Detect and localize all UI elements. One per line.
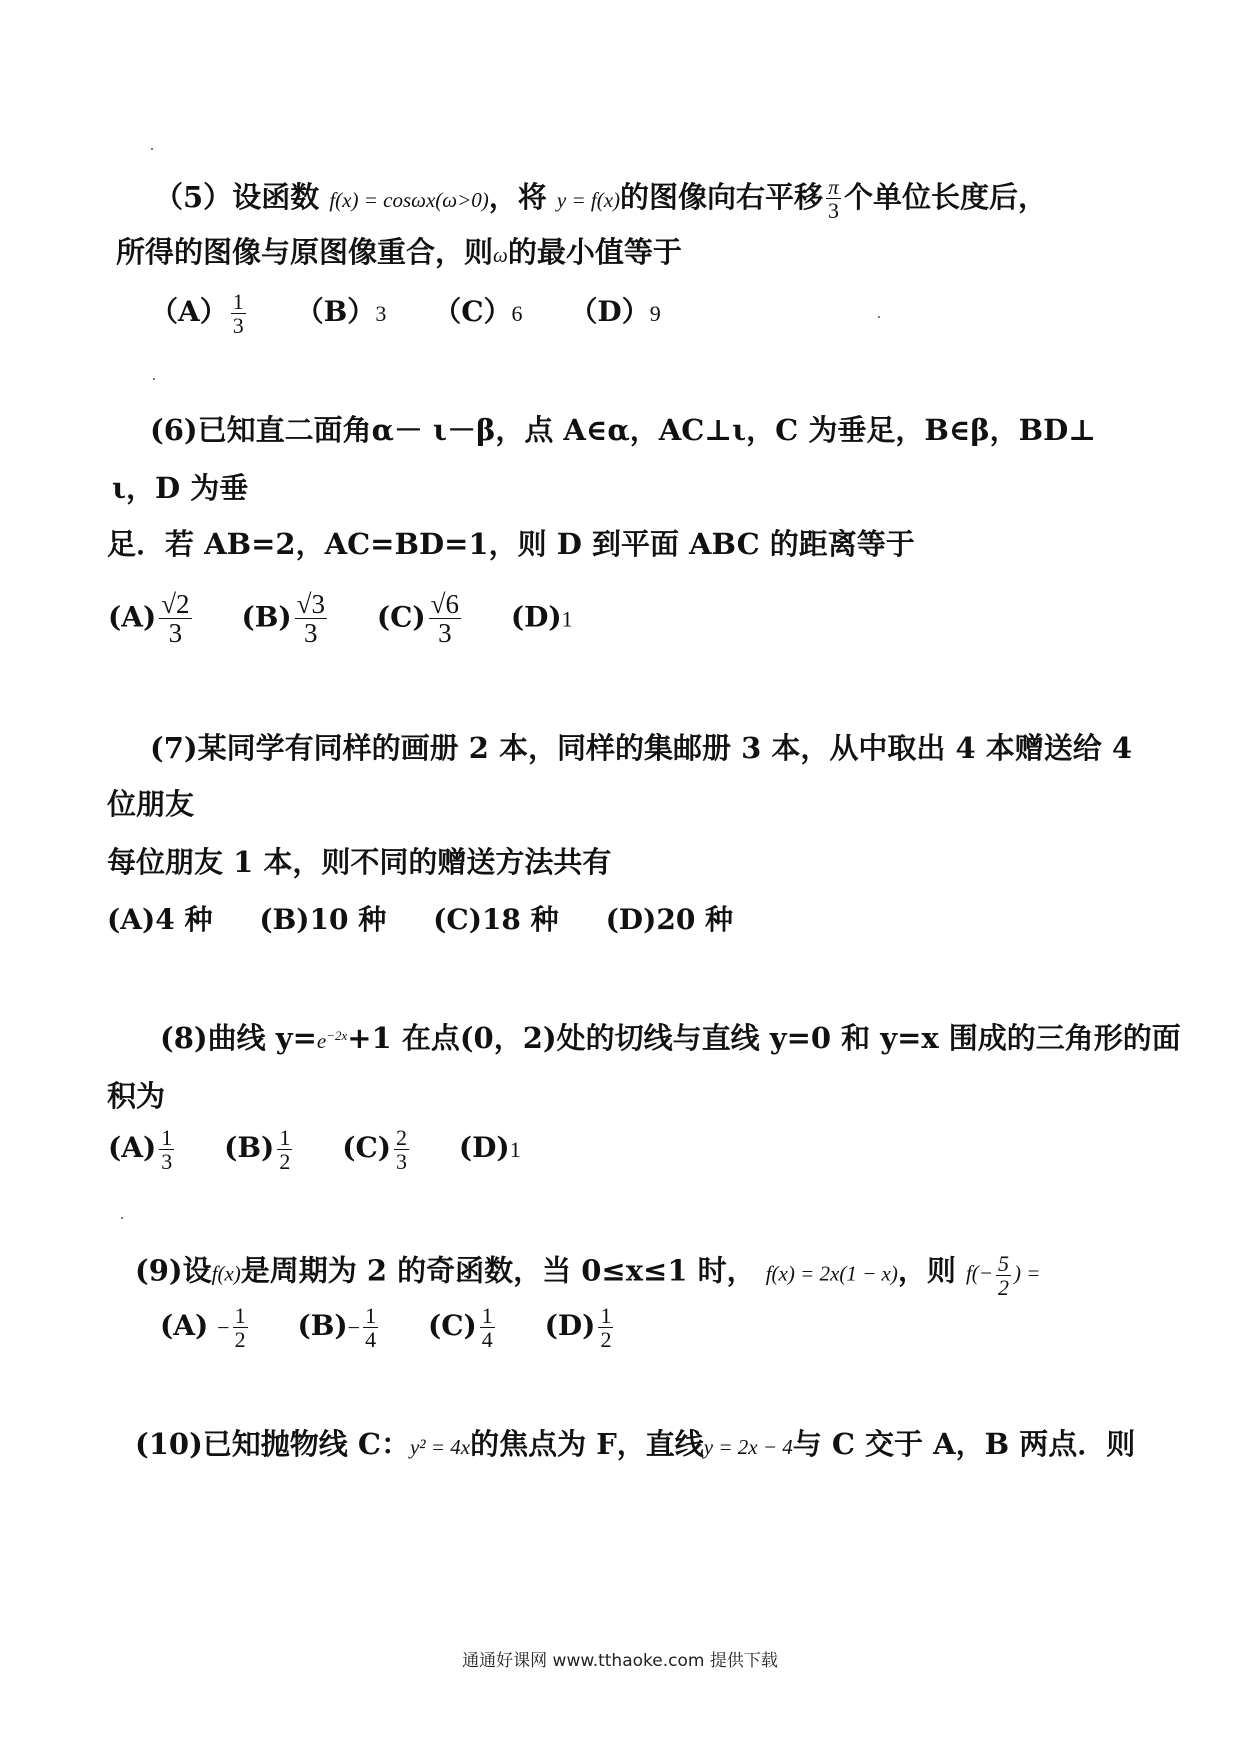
q7-options [107, 903, 734, 936]
q9-option-a-value: $\frac{1}{2}$ [234, 1303, 246, 1353]
q6-line1: (6)已知直二面角α－ ι－β，点 A∈α，AC⊥ι，C 为垂足，B∈β，BD⊥ [150, 413, 1097, 447]
scan-dot [151, 148, 153, 150]
q6-option-a-label: (A) [108, 600, 157, 634]
q7-option-a: (A)4 种 [107, 903, 213, 936]
q8-option-c-label: (C) [342, 1131, 391, 1165]
q6-option-a-value: $\frac{√2}{3}$ [161, 589, 190, 649]
q5-option-c-value: 6 [511, 301, 523, 327]
q9-ask: f(− $\frac{5}{2}$ ) = [965, 1251, 1041, 1301]
q9-option-c-value: $\frac{1}{4}$ [481, 1303, 493, 1353]
q7-line2: 位朋友 [107, 787, 195, 821]
page-footer: 通通好课网 www.tthaoke.com 提供下载 [462, 1651, 778, 1671]
q6-option-c-value: $\frac{√6}{3}$ [430, 589, 459, 649]
q9-option-a-sign: − [217, 1315, 230, 1341]
scan-dot [153, 378, 155, 380]
q9-option-a-label: (A) [160, 1309, 209, 1343]
q6-option-b-label: (B) [241, 600, 292, 634]
q5-shift-fraction: $\frac{\pi}{3}$ [828, 175, 840, 224]
q5-line2: 所得的图像与原图像重合，则ω的最小值等于 [116, 235, 682, 269]
q7-line3: 每位朋友 1 本，则不同的赠送方法共有 [107, 845, 612, 879]
q8-option-a-label: (A) [108, 1131, 157, 1165]
q8-option-b-label: (B) [224, 1131, 275, 1165]
q8-option-d-value: 1 [509, 1137, 521, 1163]
q9-option-d-label: (D) [544, 1309, 596, 1343]
scan-dot [121, 1217, 123, 1219]
q9-option-d-value: $\frac{1}{2}$ [600, 1303, 612, 1353]
q10-line1: (10)已知抛物线 C：y² = 4x的焦点为 F，直线y = 2x − 4与 C 交于 A，B 两点．则 [135, 1427, 1136, 1461]
q7-option-c: (C)18 种 [433, 903, 559, 936]
q8-line2: 积为 [107, 1079, 166, 1113]
q5-option-d-value: 9 [649, 301, 661, 327]
q5-option-b-value: 3 [375, 301, 387, 327]
q5-func-name: y = f(x) [556, 188, 621, 213]
q7-option-d: (D)20 种 [605, 903, 734, 936]
q6-option-d-value: 1 [561, 606, 573, 632]
q8-option-a-value: $\frac{1}{3}$ [161, 1125, 173, 1175]
q7-option-b: (B)10 种 [259, 903, 387, 936]
q5-option-a-value: $\frac{1}{3}$ [232, 289, 244, 339]
q5-number: （5） [154, 180, 233, 215]
q8-option-d-label: (D) [458, 1131, 510, 1165]
q9-option-b-value: $\frac{1}{4}$ [365, 1303, 377, 1353]
q5-func-def: f(x) = cosωx(ω>0) [329, 188, 489, 213]
q5-line1: （5）设函数 f(x) = cosωx(ω>0)，将 y = f(x)的图像向右平移 $\frac{\pi}{3}$ 个单位长度后， [154, 175, 1048, 224]
q7-line1: (7)某同学有同样的画册 2 本，同样的集邮册 3 本，从中取出 4 本赠送给 4 [150, 731, 1133, 765]
q8-exponential: $e^{-2x}$ [316, 1028, 348, 1053]
q8-line1: (8)曲线 $y=e^{-2x}+1$ 在点(0，2)处的切线与直线 y=0 和 y=x 围成的三角形的面 [160, 1021, 1181, 1055]
q5-options [150, 290, 661, 337]
q10-line-equation: y = 2x − 4 [703, 1435, 793, 1459]
q5-option-b-label: （B） [295, 295, 376, 329]
q8-option-c-value: $\frac{2}{3}$ [396, 1125, 407, 1175]
q9-options [160, 1304, 616, 1351]
q5-omega: ω [493, 243, 508, 267]
q6-option-b-value: $\frac{√3}{3}$ [296, 589, 325, 649]
q8-option-b-value: $\frac{1}{2}$ [279, 1125, 291, 1175]
q9-option-b-sign: − [347, 1315, 361, 1341]
q5-option-c-label: （C） [433, 295, 512, 329]
q9-line1: (9)设f(x)是周期为 2 的奇函数，当 0≤x≤1 时， f(x) = 2x(1 − x)，则 f(− $\frac{5}{2}$ ) = [135, 1251, 1041, 1301]
q6-line2: ι，D 为垂 [112, 471, 249, 505]
q8-options [108, 1126, 521, 1173]
q6-line3: 足．若 AB=2，AC=BD=1，则 D 到平面 ABC 的距离等于 [107, 527, 915, 561]
q5-option-d-label: （D） [569, 295, 650, 329]
q9-fx: f(x) [211, 1261, 241, 1286]
scan-dot [878, 316, 880, 318]
q9-option-b-label: (B) [297, 1309, 348, 1343]
q6-option-c-label: (C) [376, 600, 426, 634]
q6-options [108, 590, 573, 648]
q5-option-a-label: （A） [150, 295, 228, 329]
q10-parabola: y² = 4x [409, 1435, 471, 1459]
q6-option-d-label: (D) [510, 600, 562, 634]
q9-option-c-label: (C) [427, 1309, 477, 1343]
q9-formula: f(x) = 2x(1 − x) [765, 1261, 898, 1286]
